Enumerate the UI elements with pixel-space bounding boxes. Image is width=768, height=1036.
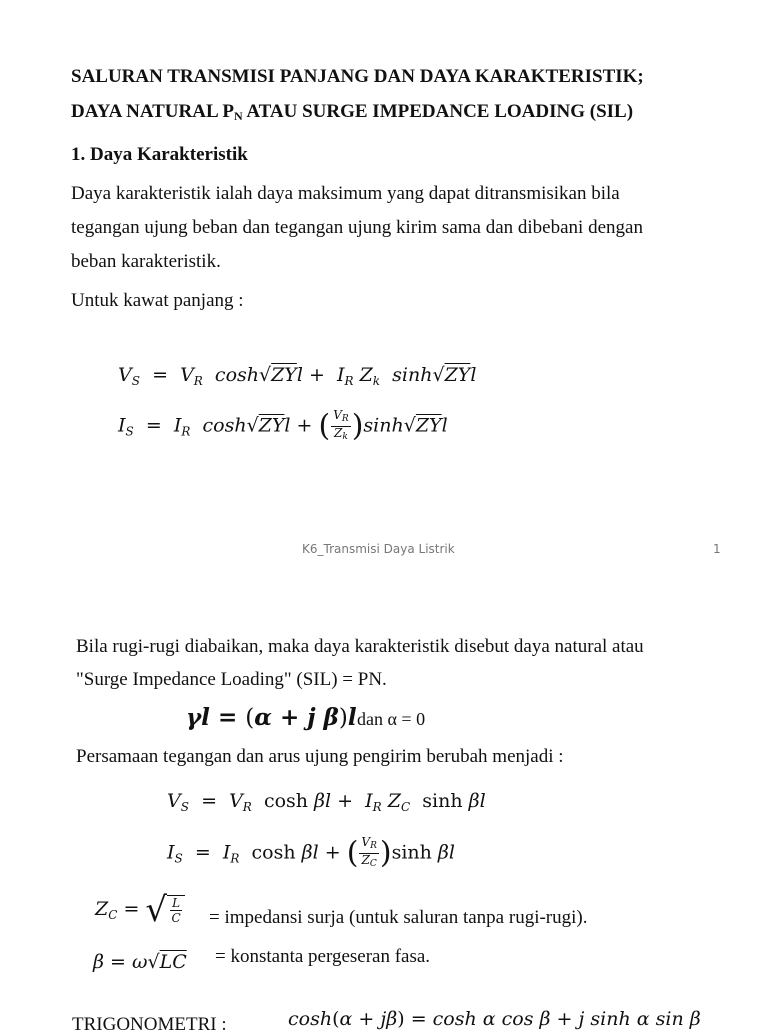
page-number: 1 [713, 542, 721, 556]
equation-trig: cosh(α + jβ) = cosh α cos β + j sinh α sin β [288, 1008, 701, 1030]
equation-is-lossless: $I_S = I_R$ cosh βl + ( $\frac{V_R}{Z_C}$ )sinh βl [167, 835, 455, 871]
equation-vs-long: $V_S = V_R$ $\cosh√ZYl + I_R$ $Z_k$ sinh√ZYl [118, 364, 477, 388]
equation-zc: $Z_C$ = √ $\frac{L}{C}$ [95, 893, 185, 927]
paragraph-line-3: beban karakteristik. [71, 251, 221, 272]
paragraph-line-2: tegangan ujung beban dan tegangan ujung kirim sama dan dibebani dengan [71, 217, 643, 238]
paragraph-line-1: Daya karakteristik ialah daya maksimum yang dapat ditransmisikan bila [71, 183, 620, 204]
paragraph-untuk-kawat: Untuk kawat panjang : [71, 290, 244, 311]
alpha-note: dan α = 0 [357, 709, 426, 729]
zc-description: = impedansi surja (untuk saluran tanpa rugi-rugi). [209, 907, 588, 928]
title-line-2 [71, 101, 633, 124]
title-line-2-sub: N [233, 109, 243, 123]
equation-beta: β = ω√LC [93, 951, 187, 973]
title-line-1: SALURAN TRANSMISI PANJANG DAN DAYA KARAKTERISTIK; [71, 66, 644, 87]
title-line-2-a: DAYA NATURAL P [71, 101, 234, 122]
equation-is-long: $I_S = I_R$ cosh√ZYl + ( $\frac{V_R}{Z_k}$ )sinh√ZYl [118, 408, 448, 444]
paragraph2-persamaan: Persamaan tegangan dan arus ujung pengirim berubah menjadi : [76, 746, 564, 767]
equation-vs-lossless: $V_S = V_R$ $\cosh \beta l + I_R$ $Z_C$ sinh βl [167, 790, 486, 814]
paragraph2-line-1: Bila rugi-rugi diabaikan, maka daya karakteristik disebut daya natural atau [76, 636, 644, 657]
title-line-2-b: ATAU SURGE IMPEDANCE LOADING (SIL) [242, 101, 634, 122]
beta-description: = konstanta pergeseran fasa. [215, 946, 431, 967]
section-heading: 1. Daya Karakteristik [71, 144, 248, 165]
trig-label: TRIGONOMETRI : [72, 1014, 227, 1035]
equation-gamma: γl = (α + j β)l [186, 704, 357, 731]
paragraph2-line-2: "Surge Impedance Loading" (SIL) = PN. [76, 669, 387, 690]
footer-text: K6_Transmisi Daya Listrik [302, 542, 455, 556]
